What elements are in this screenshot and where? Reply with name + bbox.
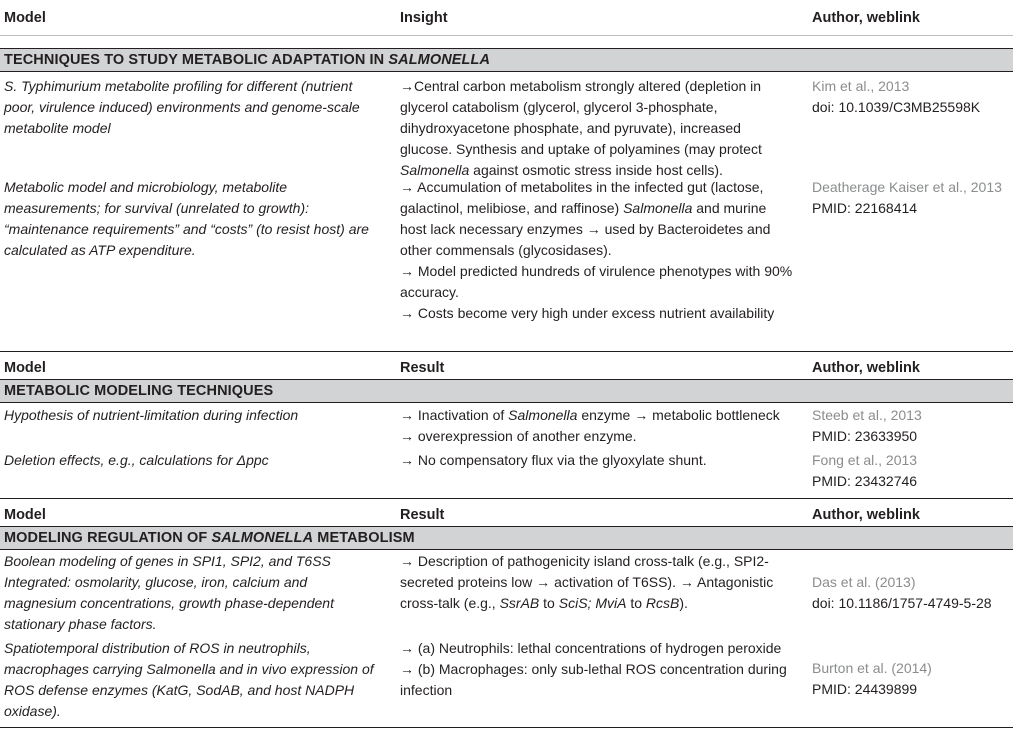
result-italic: Salmonella [508,407,578,423]
result-cell [400,638,795,701]
author-cell [812,658,1012,700]
header-author: Author, weblink [812,507,920,523]
result-cell: → No compensatory flux via the glyoxylate shunt. [400,452,707,468]
result-text: → (a) Neutrophils: lethal concentrations of hydrogen peroxide [400,640,782,656]
result-text: → Inactivation of [400,407,509,423]
result-text: → Description of pathogenicity island cross-talk (e.g., SPI2-secreted proteins low → activation of T6SS). → Antagonistic cross-talk (e.g., [400,553,774,611]
section-title: TECHNIQUES TO STUDY METABOLIC ADAPTATION IN [4,52,389,68]
section-title: METABOLISM [313,530,415,546]
author-cell [812,450,1012,492]
header-result: Result [400,507,445,523]
insight-italic: Salmonella [623,200,693,216]
author-link[interactable]: PMID: 24439899 [812,681,918,697]
model-cell: Deletion effects, e.g., calculations for Δppc [4,452,269,468]
section-title: METABOLIC MODELING TECHNIQUES [4,383,274,399]
header-author: Author, weblink [812,360,920,376]
author-cell [812,405,1012,447]
model-cell: Metabolic model and microbiology, metabolite measurements; for survival (unrelated to growth): “maintenance requirements” and “costs” (to resist host) are calculated as ATP expenditure. [4,179,369,258]
result-cell [400,405,795,447]
insight-text: against osmotic stress inside host cells). [469,162,723,178]
table-header [0,352,1013,379]
model-cell: S. Typhimurium metabolite profiling for different (nutrient poor, virulence induced) environments and genome-scale metabolite model [4,78,360,136]
table-row [0,550,1013,638]
section-heading [0,48,1013,72]
header-model: Model [4,360,46,376]
header-author: Author, weblink [812,10,920,26]
result-text: enzyme → metabolic bottleneck → overexpression of another enzyme. [400,407,780,444]
author-name: Burton et al. (2014) [812,660,932,676]
section-heading [0,379,1013,403]
insight-text: →Central carbon metabolism strongly altered (depletion in glycerol catabolism (glycerol, glycerol 3-phosphate, dihydroxyacetone phosphate, and pyruvate), increased glucose. Synthesis and uptake of polyamines (may protect [400,78,762,157]
table-row [0,72,1013,177]
insight-text: → Model predicted hundreds of virulence phenotypes with 90% accuracy. [400,263,793,300]
author-cell [812,177,1012,219]
author-link[interactable]: PMID: 23432746 [812,473,918,489]
table-row [0,638,1013,728]
section-title-italic: SALMONELLA [388,52,491,68]
result-text: ). [679,595,688,611]
model-cell: Hypothesis of nutrient-limitation during infection [4,407,299,423]
header-model: Model [4,10,46,26]
author-name: Steeb et al., 2013 [812,407,922,423]
author-link[interactable]: doi: 10.1039/C3MB25598K [812,99,981,115]
author-link[interactable]: doi: 10.1186/1757-4749-5-28 [812,595,992,611]
header-result: Result [400,360,445,376]
result-cell [400,551,795,614]
author-name: Kim et al., 2013 [812,78,910,94]
result-text: to [626,595,646,611]
result-text: to [539,595,559,611]
author-name: Fong et al., 2013 [812,452,918,468]
model-cell: Spatiotemporal distribution of ROS in neutrophils, macrophages carrying Salmonella and in vivo expression of ROS defense enzymes (KatG, SodAB, and host NADPH oxidase). [4,640,374,719]
model-cell: Boolean modeling of genes in SPI1, SPI2, and T6SS Integrated: osmolarity, glucose, iron, calcium and magnesium concentrations, growth phase-dependent stationary phase factors. [4,553,334,632]
table-header [0,499,1013,526]
author-name: Das et al. (2013) [812,574,916,590]
table-row [0,403,1013,450]
section-title-italic: SALMONELLA [211,530,314,546]
insight-italic: Salmonella [400,162,470,178]
insight-cell [400,177,795,324]
result-text: → (b) Macrophages: only sub-lethal ROS concentration during infection [400,661,787,698]
author-link[interactable]: PMID: 22168414 [812,200,918,216]
insight-text: → Costs become very high under excess nutrient availability [400,305,775,321]
header-model: Model [4,507,46,523]
table-row [0,177,1013,351]
insight-text: → Accumulation of metabolites in the infected gut (lactose, galactinol, melibiose, and raffinose) [400,179,764,216]
result-italic: SsrAB [499,595,540,611]
result-italic: SciS; MviA [558,595,627,611]
table-row [0,450,1013,498]
author-cell [812,76,1012,118]
insight-cell [400,76,795,181]
table-header [0,0,1013,36]
header-insight: Insight [400,10,448,26]
section-heading [0,526,1013,550]
section-title: MODELING REGULATION OF [4,530,212,546]
author-name: Deatherage Kaiser et al., 2013 [812,179,1002,195]
result-italic: RcsB [645,595,680,611]
insight-text: and murine host lack necessary enzymes → used by Bacteroidetes and other commensals (glycosidases). [400,200,771,258]
author-link[interactable]: PMID: 23633950 [812,428,918,444]
author-cell [812,572,1012,614]
